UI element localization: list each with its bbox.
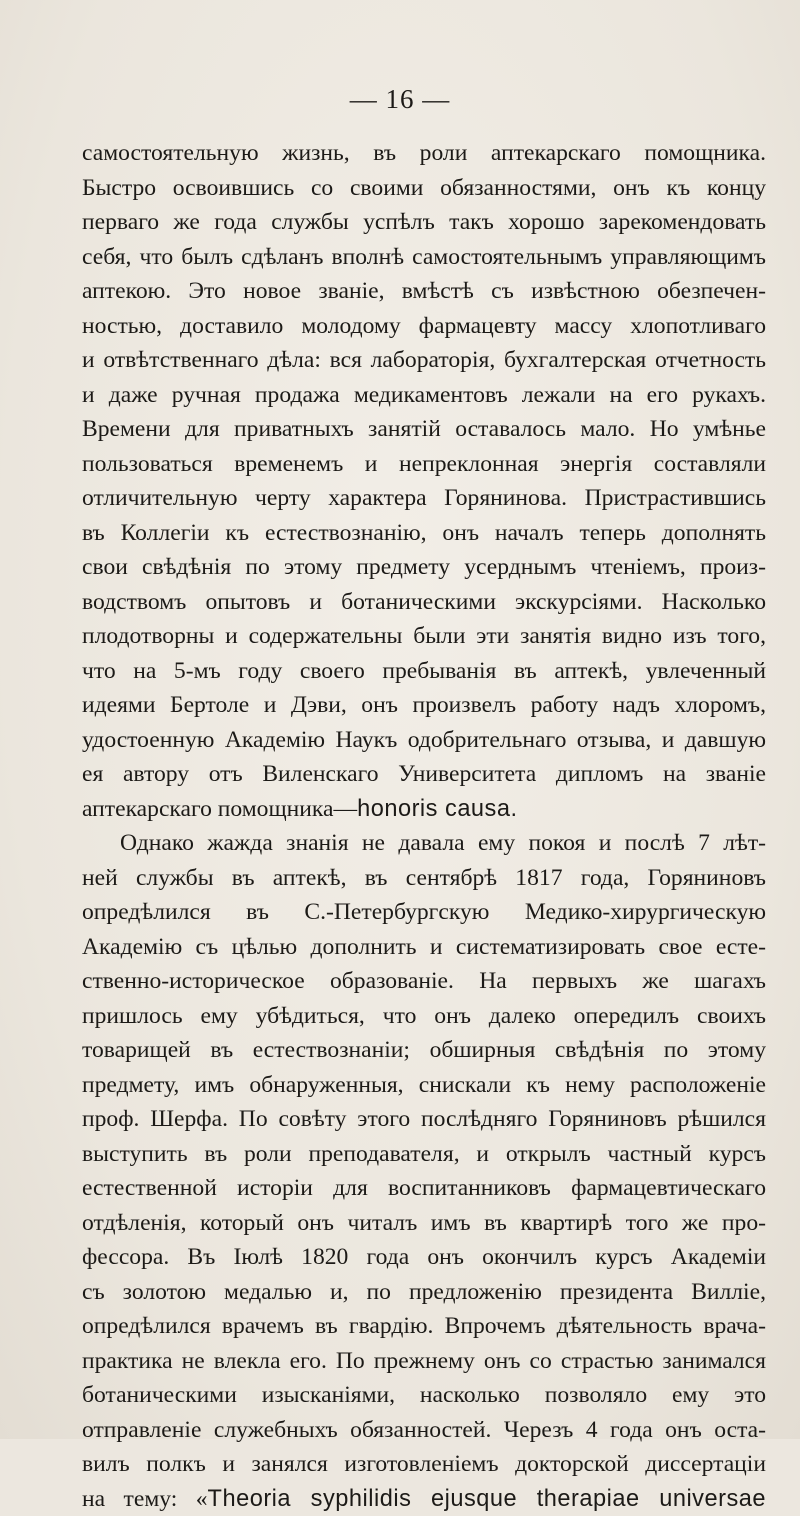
text-line: идеями Бертоле и Дэви, онъ произвелъ работу надъ хлоромъ, — [82, 688, 766, 723]
text-line: Академію съ цѣлью дополнить и систематизировать свое есте- — [82, 930, 766, 965]
text-line: и отвѣтственнаго дѣла: вся лабораторія, бухгалтерская отчетность — [82, 343, 766, 378]
text-line: себя, что былъ сдѣланъ вполнѣ самостоятельнымъ управляющимъ — [82, 240, 766, 275]
text-line: опредѣлился врачемъ въ гвардію. Впрочемъ дѣятельность врача- — [82, 1309, 766, 1344]
text-line: выступить въ роли преподавателя, и открылъ частный курсъ — [82, 1137, 766, 1172]
text-line: съ золотою медалью и, по предложенію президента Вилліе, — [82, 1275, 766, 1310]
text-line: плодотворны и содержательны были эти занятія видно изъ того, — [82, 619, 766, 654]
page-number: — 16 — — [0, 84, 800, 115]
text-line — [82, 1482, 766, 1516]
text-fragment: аптекарскаго помощника— — [82, 796, 357, 822]
text-line: отправленіе служебныхъ обязанностей. Черезъ 4 года онъ оста- — [82, 1413, 766, 1448]
text-line: ственно-историческое образованіе. На первыхъ же шагахъ — [82, 964, 766, 999]
text-line: предмету, имъ обнаруженныя, снискали къ нему расположеніе — [82, 1068, 766, 1103]
text-line: удостоенную Академію Наукъ одобрительнаго отзыва, и давшую — [82, 723, 766, 758]
text-line: и даже ручная продажа медикаментовъ лежали на его рукахъ. — [82, 378, 766, 413]
paragraph-start-line: Однако жажда знанія не давала ему покоя и послѣ 7 лѣт- — [82, 826, 766, 861]
text-line: естественной исторіи для воспитанниковъ фармацевтическаго — [82, 1171, 766, 1206]
text-line: пользоваться временемъ и непреклонная энергія составляли — [82, 447, 766, 482]
text-line: ней службы въ аптекѣ, въ сентябрѣ 1817 года, Горяниновъ — [82, 861, 766, 896]
text-line: свои свѣдѣнія по этому предмету усерднымъ чтеніемъ, произ- — [82, 550, 766, 585]
text-line: ботаническими изысканіями, насколько позволяло ему это — [82, 1378, 766, 1413]
body-text — [82, 136, 766, 1516]
text-line: перваго же года службы успѣлъ такъ хорошо зарекомендовать — [82, 205, 766, 240]
text-line: фессора. Въ Іюлѣ 1820 года онъ окончилъ курсъ Академіи — [82, 1240, 766, 1275]
text-line: самостоятельную жизнь, въ роли аптекарскаго помощника. — [82, 136, 766, 171]
text-line: ностью, доставило молодому фармацевту массу хлопотливаго — [82, 309, 766, 344]
text-line: въ Коллегіи къ естествознанію, онъ началъ теперь дополнять — [82, 516, 766, 551]
text-line: ея автору отъ Виленскаго Университета дипломъ на званіе — [82, 757, 766, 792]
text-line: Быстро освоившись со своими обязанностями, онъ къ концу — [82, 171, 766, 206]
text-line: водствомъ опытовъ и ботаническими экскурсіями. Насколько — [82, 585, 766, 620]
text-line — [82, 792, 766, 827]
text-line: что на 5-мъ году своего пребыванія въ аптекѣ, увлеченный — [82, 654, 766, 689]
text-fragment: на тему: « — [82, 1486, 208, 1512]
text-line: пришлось ему убѣдиться, что онъ далеко опередилъ своихъ — [82, 999, 766, 1034]
text-line: отличительную черту характера Горянинова. Пристрастившись — [82, 481, 766, 516]
text-line: Времени для приватныхъ занятій оставалось мало. Но умѣнье — [82, 412, 766, 447]
honoris-causa: honoris causa. — [357, 796, 517, 822]
text-line: практика не влекла его. По прежнему онъ со страстью занимался — [82, 1344, 766, 1379]
text-line: вилъ полкъ и занялся изготовленіемъ докторской диссертаціи — [82, 1447, 766, 1482]
thesis-title: Theoria syphilidis ejusque therapiae universae — [208, 1486, 766, 1512]
text-line: аптекою. Это новое званіе, вмѣстѣ съ извѣстною обезпечен- — [82, 274, 766, 309]
text-line: опредѣлился въ С.-Петербургскую Медико-хирургическую — [82, 895, 766, 930]
text-line: проф. Шерфа. По совѣту этого послѣдняго Горяниновъ рѣшился — [82, 1102, 766, 1137]
text-line: товарищей въ естествознаніи; обширныя свѣдѣнія по этому — [82, 1033, 766, 1068]
text-line: отдѣленія, который онъ читалъ имъ въ квартирѣ того же про- — [82, 1206, 766, 1241]
